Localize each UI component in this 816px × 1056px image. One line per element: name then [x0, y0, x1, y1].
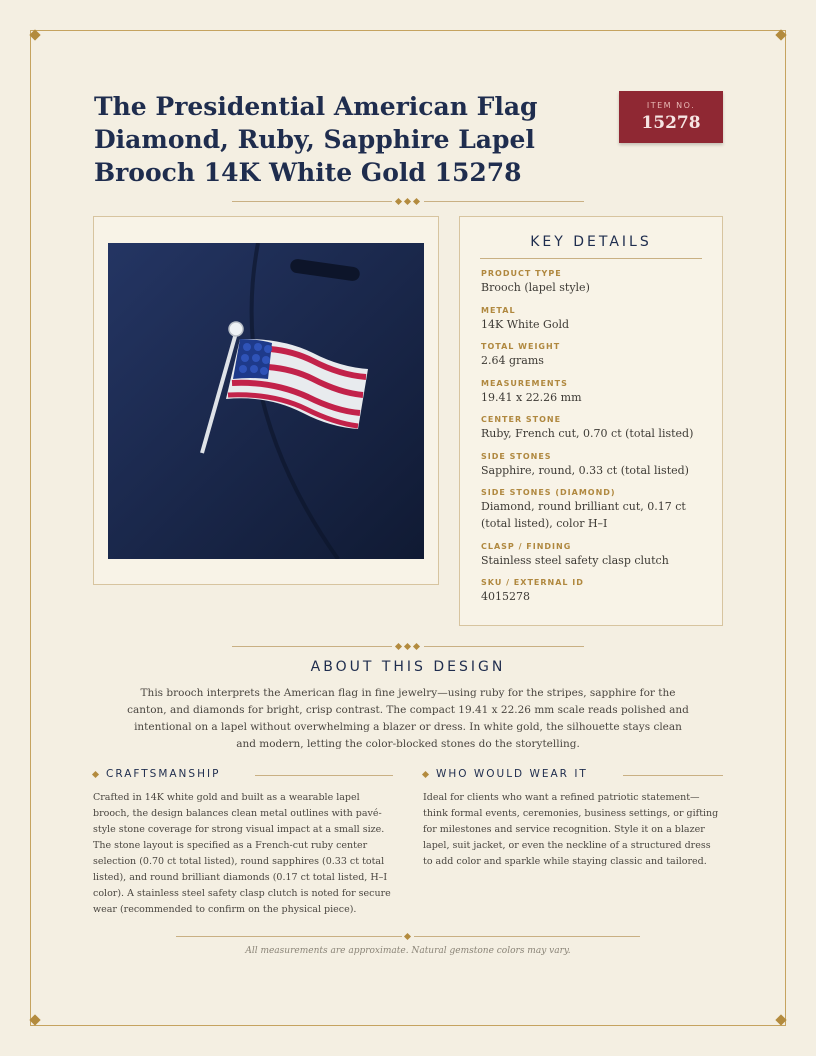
detail-row — [481, 452, 711, 479]
detail-key: METAL — [481, 306, 516, 315]
detail-key: MEASUREMENTS — [481, 379, 568, 388]
detail-row — [481, 269, 711, 296]
detail-key: SIDE STONES (DIAMOND) — [481, 488, 616, 497]
flag-brooch-illustration — [108, 243, 424, 559]
about-heading: ABOUT THIS DESIGN — [310, 659, 506, 675]
detail-value: 2.64 grams — [481, 354, 544, 367]
detail-key: CLASP / FINDING — [481, 542, 572, 551]
heading-gem-icon — [422, 771, 429, 778]
detail-row — [481, 488, 711, 532]
item-number-badge — [619, 91, 723, 143]
craftsmanship-body: Crafted in 14K white gold and built as a wearable lapel brooch, the design balances clean metal outlines with pavé-style stone coverage for strong visual impact at a small size. The stone layout is specified as a French-cut ruby center selection (0.70 ct total listed), round sapphires (0.33 ct total listed), and round brilliant diamonds (0.17 ct total listed, H–I color). A stainless steel safety clasp clutch is noted for secure wear (recommended to confirm on the physical piece). — [93, 792, 391, 915]
page-title: The Presidential American Flag Diamond, Ruby, Sapphire Lapel Brooch 14K White Gold 15278 — [94, 92, 538, 187]
detail-key: SKU / EXTERNAL ID — [481, 578, 584, 587]
detail-key: TOTAL WEIGHT — [481, 342, 561, 351]
detail-value: Diamond, round brilliant cut, 0.17 ct (total listed), color H–I — [481, 500, 686, 530]
who-would-wear-heading — [423, 768, 723, 782]
footer-divider — [176, 931, 640, 943]
detail-row — [481, 578, 711, 605]
detail-key: PRODUCT TYPE — [481, 269, 562, 278]
heading-gem-icon — [92, 771, 99, 778]
about-divider — [232, 641, 584, 653]
footnote: All measurements are approximate. Natural gemstone colors may vary. — [245, 946, 571, 956]
detail-value: 14K White Gold — [481, 318, 570, 331]
key-details-heading: KEY DETAILS — [530, 234, 652, 250]
detail-value: Sapphire, round, 0.33 ct (total listed) — [481, 464, 689, 477]
who-would-wear-heading-text: WHO WOULD WEAR IT — [436, 768, 588, 780]
title-divider — [232, 196, 584, 208]
detail-row — [481, 415, 711, 442]
craftsmanship-heading — [93, 768, 393, 782]
key-details-panel — [459, 216, 723, 626]
craftsmanship-heading-text: CRAFTSMANSHIP — [106, 768, 221, 780]
detail-value: Ruby, French cut, 0.70 ct (total listed) — [481, 427, 694, 440]
product-photo — [108, 243, 424, 559]
detail-row — [481, 542, 711, 569]
detail-value: Brooch (lapel style) — [481, 281, 590, 294]
detail-row — [481, 306, 711, 333]
key-details-rule — [480, 258, 702, 259]
about-body: This brooch interprets the American flag in fine jewelry—using ruby for the stripes, sapphire for the canton, and diamonds for bright, crisp contrast. The compact 19.41 x 22.26 mm scale reads polished and intentional on a lapel without overwhelming a blazer or dress. In white gold, the silhouette stays clean and modern, letting the color-blocked stones do the storytelling. — [127, 687, 689, 750]
detail-key: CENTER STONE — [481, 415, 562, 424]
detail-value: 4015278 — [481, 590, 530, 603]
who-would-wear-body: Ideal for clients who want a refined patriotic statement—think formal events, ceremonies, business settings, or gifting for milestones and service recognition. Style it on a blazer lapel, suit jacket, or even the neckline of a structured dress to add color and sparkle while staying classic and tailored. — [423, 792, 719, 867]
detail-key: SIDE STONES — [481, 452, 552, 461]
detail-value: 19.41 x 22.26 mm — [481, 391, 582, 404]
detail-value: Stainless steel safety clasp clutch — [481, 554, 669, 567]
detail-row — [481, 379, 711, 406]
item-number-value: 15278 — [641, 113, 701, 133]
detail-row — [481, 342, 711, 369]
item-number-label: ITEM NO. — [646, 101, 696, 110]
